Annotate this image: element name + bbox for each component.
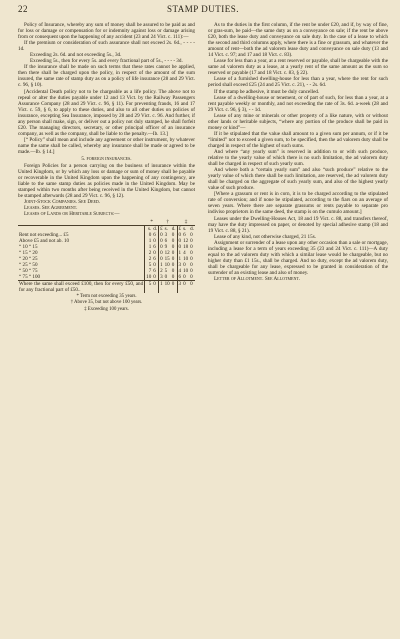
table-subheader: s. bbox=[164, 225, 168, 232]
table-cell: 18 bbox=[183, 243, 189, 250]
table-cell: 2 bbox=[145, 250, 153, 256]
table-cell: 5 bbox=[164, 267, 168, 274]
paragraph: Leases under the Dwelling-Houses Act, 18 and 19 Vict. c. 88, and transfers thereof, may have the duty impressed on paper, or denoted by special adhesive stamp (18 and 19 Vict. c. 88, § 21). bbox=[208, 215, 388, 234]
paragraph: Lease of a furnished dwelling-house for less than a year, where the rent for such period shall exceed £25 (24 and 25 Vict. c. 21), - - 2s. 6d. bbox=[208, 76, 388, 89]
page-number: 22 bbox=[18, 4, 28, 14]
table-cell: 6 bbox=[164, 237, 168, 244]
table-subheader: s. bbox=[183, 225, 187, 232]
table-subheader: £ bbox=[178, 225, 182, 232]
table-cell: 0 bbox=[171, 273, 175, 280]
lease-duty-table bbox=[18, 219, 195, 293]
table-cell: 1 bbox=[159, 280, 164, 293]
paragraph: Leases of Lands or Heritable Subjects:— bbox=[24, 211, 120, 218]
paragraph: If it be stipulated that the value shall amount to a given sum per annum, or if it be “limited” not to exceed a given sum, to be specified, then the ad valorem duty shall be charged in respect of the highest of such sums. bbox=[208, 130, 388, 149]
paragraph: As to the duties in the first column, if the rent be under £20, and if, by way of fine, or gras-sum, be paid—the same duty as on a conveyance on sale; if the rent be above £20, both the lease duty and conveyance on sale duty. In the case of a lease to which the second and third columns apply, where there is a fine or grassum, and whatever the amount of rent—both the ad valorem lease duty and conveyance on sale duty (13 and 14 Vict. c. 97; and 17 and 18 Vict. c. 83). bbox=[208, 22, 388, 59]
table-subheader: s. bbox=[145, 225, 153, 232]
table-subheader: d. bbox=[190, 225, 194, 232]
table-cell: 3 bbox=[164, 231, 168, 238]
paragraph: And where both a “certain yearly sum” and also “such produce” relative to the yearly value of which there shall be such limitation, are reserved, the ad valorem duty shall be charged on the aggregate of such yearly sum, and also of the highest yearly value of such produce. bbox=[208, 167, 388, 192]
table-cell: 6 bbox=[178, 273, 182, 280]
table-cell: 6 bbox=[153, 243, 156, 250]
table-cell: 0 bbox=[190, 243, 193, 250]
table-header: † bbox=[159, 219, 177, 226]
rent-band-cell: “ 50 “ 75 bbox=[19, 267, 38, 274]
table-cell: 0 bbox=[160, 243, 163, 250]
left-column bbox=[18, 22, 195, 312]
table-cell: 0 bbox=[171, 249, 175, 256]
table-cell: 3 bbox=[160, 273, 163, 280]
table-cell: 7 bbox=[145, 268, 153, 274]
table-subheader: £ bbox=[160, 225, 163, 232]
table-cell: 1 bbox=[178, 255, 182, 262]
table-cell: 0 bbox=[183, 273, 186, 280]
table-cell: 10 bbox=[164, 261, 170, 268]
table-cell: 0 bbox=[171, 237, 175, 244]
paragraph: Joint-Stock Companies. See Deed. bbox=[24, 199, 101, 206]
table-cell: 3 bbox=[177, 280, 182, 293]
table-cell: 15 bbox=[164, 255, 170, 262]
table-cell: 0 bbox=[178, 231, 182, 238]
table-cell: 12 bbox=[164, 249, 170, 256]
table-cell: 0 bbox=[160, 255, 163, 262]
table-cell: 0 bbox=[164, 273, 168, 280]
paragraph: Exceeding 2s. 6d. and not exceeding 5s., 3d. bbox=[30, 52, 122, 59]
table-cell: 9 bbox=[164, 243, 168, 250]
table-cell: 0 bbox=[190, 267, 193, 274]
table-cell: 2 bbox=[160, 267, 163, 274]
table-subheader: d. bbox=[153, 225, 158, 232]
rent-band-cell: Rent not exceeding... £5 bbox=[19, 231, 69, 238]
paragraph: If the stamp be adhesive, it must be duly cancelled. bbox=[214, 88, 320, 95]
table-cell: 0 bbox=[189, 280, 195, 293]
table-cell: 0 bbox=[145, 232, 153, 238]
table-cell: 0 bbox=[178, 243, 182, 250]
table-cell: 0 bbox=[190, 231, 193, 238]
table-cell: 0 bbox=[190, 255, 193, 262]
paragraph: [Accidental Death policy not to be chargeable as a life policy. The above not to repeal or alter the duties payable under 12 and 13 Vict. by the Railway Passengers Assurance Company (28 and 29 Vict. c. 96, § 11). For preventing frauds, 16 and 17 Vict. c. 59, § 6, to apply to these duties, and also to all other duties on policies of insurance, excepting Sea Insurance, imposed by 28 and 29 Vict. c. 96. And further, if any person shall make, sign, or deliver out a policy not duly stamped, he shall forfeit £20. The managing directors, secretary, or other principal officer of an insurance company, as well as the company, shall be liable to the penalty.—Ib. 13.] bbox=[18, 88, 195, 137]
table-cell: 2 bbox=[145, 256, 153, 262]
table-cell: 0 bbox=[190, 273, 193, 280]
table-cell: 10 bbox=[183, 267, 189, 274]
footnote: † Above 35, but not above 100 years. bbox=[70, 300, 143, 306]
paragraph: Foreign Policies for a person carrying on the business of insurance within the United Kingdom, or by which any loss or damage or sum of money shall be payable or recoverable in the United Kingdom upon the happening of any contingency, are liable to the same stamp duties as policies made in the United Kingdom. May be stamped within two months after being received in the United Kingdom, but cannot be stamped afterwards (28 and 29 Vict. c. 96, § 12). bbox=[18, 163, 195, 200]
table-cell: 0 bbox=[152, 280, 158, 293]
table-cell: 0 bbox=[183, 261, 186, 268]
paragraph: Lease of any kind, not otherwise charged, 21 15s. bbox=[214, 233, 316, 240]
table-cell: 0 bbox=[171, 280, 177, 293]
table-cell: 1 bbox=[145, 238, 153, 244]
table-cell: 6 bbox=[183, 231, 186, 238]
right-column bbox=[208, 22, 388, 282]
table-header: * bbox=[145, 219, 159, 226]
table-cell: 12 bbox=[183, 237, 189, 244]
paragraph: If the premium or consideration of such assurance shall not exceed 2s. 6d., - - - - 1d. bbox=[18, 40, 195, 53]
table-cell: 0 bbox=[178, 237, 182, 244]
table-cell: 0 bbox=[153, 249, 156, 256]
paragraph: Assignment or surrender of a lease upon any other occasion than a sale or mortgage, including a lease for a term of years exceeding 35 (23 and 24 Vict. c. 111)—A duty equal to the ad valorem duty with which a similar lease would be chargeable, but no higher duty than £1 15s., shall be charged. And no duty, except the ad valorem duty, shall be chargeable for any lease, expressed to be granted in consideration of the surrender of an existing lease and also of money. bbox=[208, 239, 388, 276]
table-cell: 0 bbox=[190, 249, 193, 256]
table-cell: 1 bbox=[145, 244, 153, 250]
table-cell: 6 bbox=[153, 231, 156, 238]
table-cell: 6 bbox=[153, 267, 156, 274]
paragraph: [Where a grassum or rent is in corn, it is to be charged according to the stipulated rate of conversion; and if none be stipulated, according to the fiars on an average of seven years. Where there are separate grassums or rents payable to separate pro indiviso proprietors in the same deed, the stamp is on the cumulo amount.] bbox=[208, 191, 388, 216]
table-note: Where the same shall exceed £100, then for every £50, and for any fractional part of £50.. bbox=[19, 280, 144, 293]
table-cell: 10 bbox=[146, 273, 152, 280]
table-cell: 3 bbox=[178, 261, 182, 268]
paragraph: Exceeding 5s., then for every 5s. and every fractional part of 5s., - - - - 3d. bbox=[30, 58, 183, 65]
rent-band-cell: “ 25 “ 50 bbox=[19, 261, 38, 268]
table-cell: 4 bbox=[178, 267, 182, 274]
table-cell: 10 bbox=[164, 280, 171, 293]
paragraph: Policy of Insurance, whereby any sum of money shall be assured to be paid as and for loss or damage or compensation for or indemnity against loss or damage arising from or consequent upon the happening of any accident (23 and 24 Vict. c. 111):— bbox=[18, 22, 195, 41]
paragraph: Lease of any mine or minerals or other property of a like nature, with or without other lands or heritable subjects, “where any portion of the produce shall be paid in money or kind”— bbox=[208, 112, 388, 131]
table-cell: 0 bbox=[160, 237, 163, 244]
table-cell: 0 bbox=[171, 255, 175, 262]
rent-band-cell: “ 20 “ 25 bbox=[19, 255, 38, 262]
table-cell: 0 bbox=[171, 243, 175, 250]
table-body bbox=[18, 232, 195, 281]
table-cell: 10 bbox=[183, 255, 189, 262]
table-cell: 0 bbox=[190, 261, 193, 268]
rent-band-cell: “ 10 “ 15 bbox=[19, 243, 38, 250]
table-cell: 0 bbox=[160, 231, 163, 238]
table-cell: 0 bbox=[171, 261, 175, 268]
table-cell: 0 bbox=[171, 267, 175, 274]
rent-band-cell: “ 75 “ 100 bbox=[19, 273, 41, 280]
footnote: * Term not exceeding 35 years. bbox=[76, 293, 137, 299]
paragraph: Leases. See Agreement. bbox=[24, 205, 78, 212]
rent-band-cell: Above £5 and not ab. 10 bbox=[19, 237, 70, 244]
paragraph: Letter of Allotment. See Allotment. bbox=[214, 275, 301, 282]
paragraph: Lease of a dwelling-house or tenement, or of part of such, for less than a year, at a rent payable weekly or monthly, and not exceeding the rate of 3s. 6d. a-week (28 and 29 Vict. c. 96, § 3), - - 1d. bbox=[208, 94, 388, 113]
paragraph: Lease for less than a year, at a rent reserved or payable, shall be chargeable with the same ad valorem duty as a lease, at a yearly rent of the same amount as the sum so reserved or payable (17 and 18 Vict. c. 83, § 22). bbox=[208, 58, 388, 77]
running-title: STAMP DUTIES. bbox=[167, 4, 239, 14]
table-cell: 1 bbox=[178, 249, 182, 256]
section-heading: 5. foreign insurances. bbox=[81, 156, 132, 163]
paragraph: If the insurance shall be made on such terms that these rates cannot be applied, then there shall be charged upon the policy, in respect of the amount of the sum insured, the same rate of stamp duty as on a policy of life insurance (28 and 29 Vict. c. 96, § 10). bbox=[18, 64, 195, 89]
running-header bbox=[18, 4, 388, 18]
table-cell: 0 bbox=[160, 249, 163, 256]
table-cell: 0 bbox=[182, 280, 189, 293]
table-cell: 5 bbox=[145, 280, 153, 293]
table-header: ‡ bbox=[177, 219, 195, 226]
footnote: ‡ Exceeding 100 years. bbox=[84, 306, 129, 312]
table-cell: 0 bbox=[171, 231, 175, 238]
table-cell: 4 bbox=[183, 249, 186, 256]
table-cell: 0 bbox=[153, 237, 156, 244]
table-cell: 0 bbox=[153, 273, 156, 280]
table-cell: 0 bbox=[190, 237, 193, 244]
paragraph: [“ Policy” shall mean and include any agreement or other instrument, by whatever name the same shall be called, whereby any insurance shall be made or agreed to be made.—Ib. § 14.] bbox=[18, 136, 195, 155]
paragraph: And where “any yearly sum” is reserved in addition to or with such produce, relative to the yearly value of which there is no such limitation, the ad valorem duty shall be charged in respect of such yearly sum. bbox=[208, 148, 388, 168]
table-subheader: d. bbox=[171, 225, 176, 232]
table-cell: 5 bbox=[145, 262, 153, 268]
table-cell: 0 bbox=[153, 261, 156, 268]
rent-band-cell: “ 15 “ 20 bbox=[19, 249, 38, 256]
table-cell: 1 bbox=[160, 261, 163, 268]
table-cell: 6 bbox=[153, 255, 156, 262]
